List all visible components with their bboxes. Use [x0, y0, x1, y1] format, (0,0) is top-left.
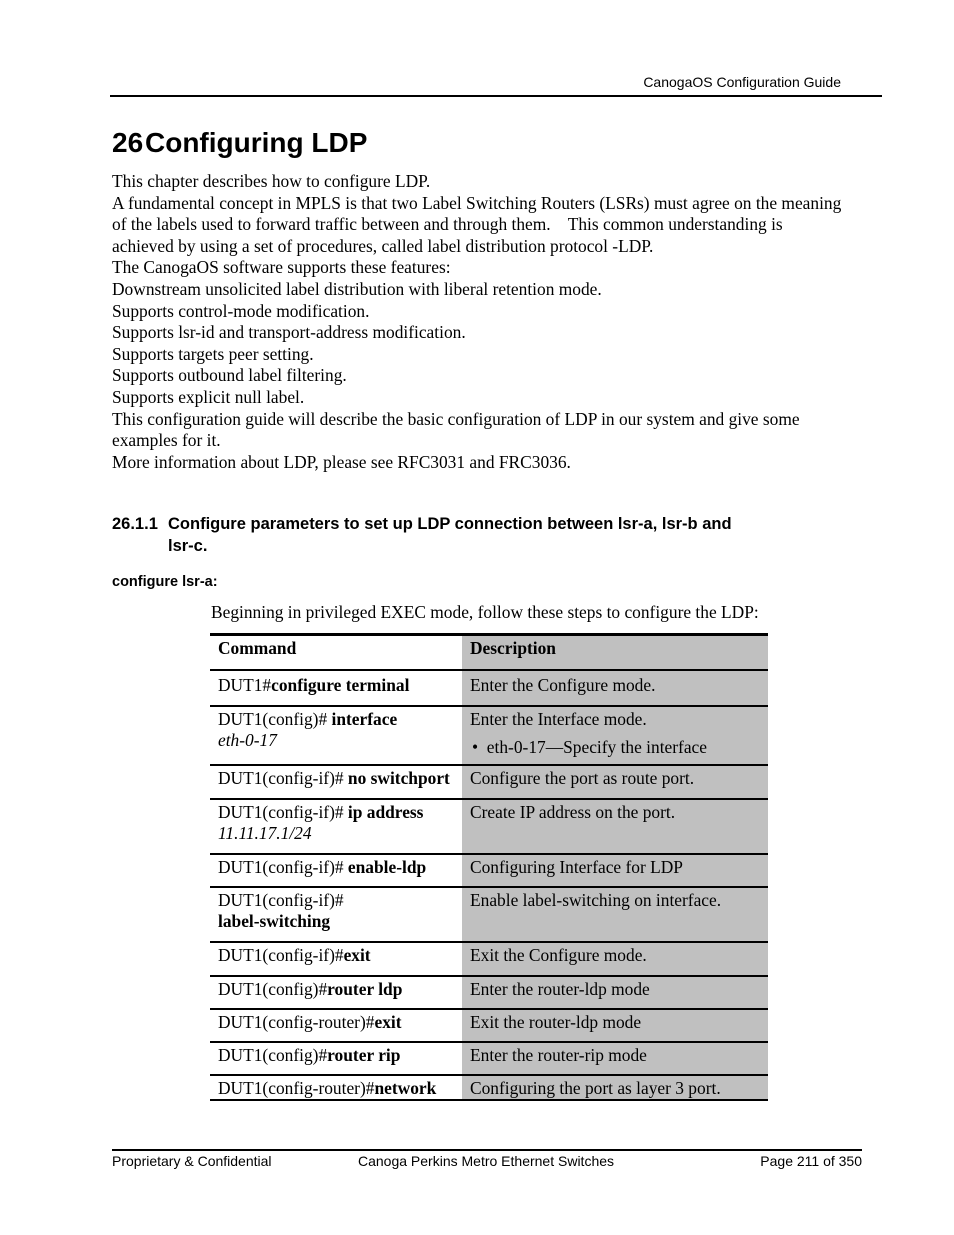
footer-page-number: Page 211 of 350 — [760, 1153, 862, 1169]
table-row — [210, 1075, 768, 1100]
table-row — [210, 942, 768, 976]
body-paragraph: The CanogaOS software supports these features: — [112, 257, 451, 278]
description-cell: Enter the router-rip mode — [462, 1042, 768, 1075]
body-paragraph: This configuration guide will describe the basic configuration of LDP in our system and give some examples for it. — [112, 408, 800, 451]
body-paragraph: More information about LDP, please see RFC3031 and FRC3036. — [112, 451, 571, 472]
description-cell: Enable label-switching on interface. — [462, 887, 768, 942]
description-cell: Enter the Interface mode. • eth-0-17—Specify the interface — [462, 706, 768, 765]
column-header-command: Command — [218, 638, 297, 658]
command-cell: DUT1#configure terminal — [218, 675, 410, 695]
body-paragraph: Supports control-mode modification. — [112, 300, 370, 321]
command-cell: DUT1(config)#router ldp — [218, 979, 403, 999]
description-cell: Enter the router-ldp mode — [462, 976, 768, 1009]
description-cell: Configuring Interface for LDP — [462, 854, 768, 887]
table-row — [210, 854, 768, 887]
command-cell: DUT1(config)#router rip — [218, 1045, 401, 1065]
table-row — [210, 765, 768, 799]
column-header-description: Description — [462, 635, 768, 671]
intro-text: Beginning in privileged EXEC mode, follow these steps to configure the LDP: — [211, 602, 759, 622]
body-paragraph: Supports explicit null label. — [112, 386, 305, 407]
table-row — [210, 706, 768, 765]
body-paragraph: A fundamental concept in MPLS is that two Label Switching Routers (LSRs) must agree on the meaning of the labels used to forward traffic between and through them. This common understanding is achieved by using a set of procedures, called label distribution protocol -LDP. — [112, 192, 842, 256]
section-title-line2: lsr-c. — [168, 537, 208, 555]
table-header-row — [210, 635, 768, 671]
description-cell: Configuring the port as layer 3 port. — [462, 1075, 768, 1100]
header-rule — [110, 95, 882, 97]
command-cell: DUT1(config-router)#exit — [218, 1012, 402, 1032]
footer-center: Canoga Perkins Metro Ethernet Switches — [358, 1153, 615, 1169]
table-row — [210, 799, 768, 854]
command-cell: DUT1(config-if)#exit — [218, 945, 371, 965]
command-table — [210, 633, 768, 1101]
chapter-title — [112, 127, 367, 159]
description-cell: Enter the Configure mode. — [462, 670, 768, 706]
command-cell: DUT1(config-if)# enable-ldp — [218, 857, 427, 877]
body-paragraph: Supports lsr-id and transport-address modification. — [112, 322, 466, 343]
command-cell: DUT1(config-if)# no switchport — [218, 768, 450, 788]
body-text — [112, 171, 842, 473]
command-cell: DUT1(config-if)# label-switching — [218, 890, 344, 931]
body-paragraph: Supports outbound label filtering. — [112, 365, 347, 386]
description-cell: Exit the Configure mode. — [462, 942, 768, 976]
body-paragraph: Supports targets peer setting. — [112, 343, 314, 364]
table-row — [210, 1042, 768, 1075]
section-number: 26.1.1 — [112, 515, 158, 533]
section-heading — [112, 513, 832, 557]
footer-rule — [112, 1149, 862, 1151]
sub-heading: configure lsr-a: — [112, 574, 218, 590]
description-cell: Configure the port as route port. — [462, 765, 768, 799]
chapter-number: 26 — [112, 127, 144, 158]
description-cell: Exit the router-ldp mode — [462, 1009, 768, 1042]
table-row — [210, 670, 768, 706]
command-cell: DUT1(config-if)# ip address 11.11.17.1/24 — [218, 802, 424, 843]
table-row — [210, 887, 768, 942]
table-row — [210, 976, 768, 1009]
bullet-item: • eth-0-17—Specify the interface — [472, 737, 707, 757]
body-paragraph: Downstream unsolicited label distribution with liberal retention mode. — [112, 278, 602, 299]
footer-left: Proprietary & Confidential — [112, 1153, 272, 1169]
section-title-line1: Configure parameters to set up LDP connection between lsr-a, lsr-b and — [168, 515, 732, 533]
table-row — [210, 1009, 768, 1042]
running-header: CanogaOS Configuration Guide — [643, 74, 841, 90]
command-cell: DUT1(config-router)#network — [218, 1078, 437, 1098]
description-cell: Create IP address on the port. — [462, 799, 768, 854]
chapter-title-text: Configuring LDP — [145, 127, 368, 158]
body-paragraph: This chapter describes how to configure LDP. — [112, 171, 431, 191]
command-cell: DUT1(config)# interface eth-0-17 — [218, 709, 398, 750]
